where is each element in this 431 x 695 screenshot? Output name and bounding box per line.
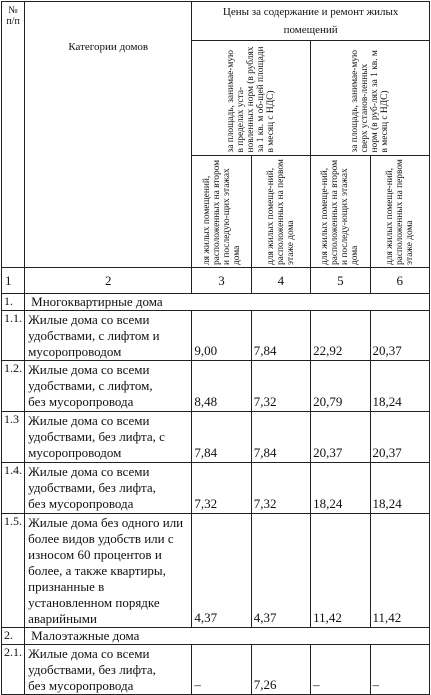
value-cell: 7,32 [251, 361, 310, 412]
row-number: 1.2. [2, 361, 25, 412]
value-cell: 22,92 [311, 311, 370, 361]
row-number: 1.3 [2, 412, 25, 463]
value-cell: 11,42 [370, 514, 429, 628]
header-first-floor-within-cell: для жилых помеще-ний, расположенных на первом этаже дома [251, 156, 310, 268]
table-row [2, 463, 430, 514]
row-category: Жилые дома со всеми удобствами, без лифта, без мусоропровода [25, 463, 192, 514]
header-prices-cell: Цены за содержание и ремонт жилых помещений [192, 2, 430, 41]
table-row [2, 645, 430, 695]
row-category: Жилые дома со всеми удобствами, с лифтом и мусоропроводом [25, 311, 192, 361]
row-number: 1.4. [2, 463, 25, 514]
column-numbers-row [2, 268, 430, 294]
column-number: 6 [370, 268, 429, 294]
value-cell: 11,42 [311, 514, 370, 628]
header-number-cell: № п/п [2, 2, 25, 268]
value-cell: 20,37 [370, 412, 429, 463]
row-number: 1.1. [2, 311, 25, 361]
value-cell: 7,84 [192, 412, 251, 463]
table-row [2, 412, 430, 463]
value-cell: 20,37 [311, 412, 370, 463]
row-category: Жилые дома со всеми удобствами, с лифтом, без мусоропровода [25, 361, 192, 412]
section-title: Многоквартирные дома [25, 294, 430, 311]
row-number: 1. [2, 294, 25, 311]
header-within-norm-cell: за площадь, занимае-мую в пределах уста-новленных норм (в рублях за 1 кв. м об-щей площади в месяц с НДС) [192, 41, 311, 156]
column-number: 1 [2, 268, 25, 294]
value-cell: 7,26 [251, 645, 310, 695]
header-above-norm-cell: за площадь, занимае-мую сверх установ-ленных норм (в руб-лях за 1 кв. м в месяц с НДС) [311, 41, 430, 156]
value-cell: 18,24 [311, 463, 370, 514]
section-row [2, 294, 430, 311]
table-row [2, 311, 430, 361]
value-cell: 4,37 [251, 514, 310, 628]
value-cell: 20,37 [370, 311, 429, 361]
value-cell: 7,32 [192, 463, 251, 514]
column-number: 5 [311, 268, 370, 294]
row-number: 2.1. [2, 645, 25, 695]
value-cell: 18,24 [370, 463, 429, 514]
row-number: 2. [2, 628, 25, 645]
header-upper-floors-within-cell: ля жилых помещений, расположенных на втором и последую-щих этажах дома [192, 156, 251, 268]
value-cell: – [192, 645, 251, 695]
header-category-cell: Категории домов [25, 2, 192, 268]
row-number: 1.5. [2, 514, 25, 628]
header-first-floor-above-cell: для жилых помеще-ний, расположенных на первом этаже дома [370, 156, 429, 268]
value-cell: 7,32 [251, 463, 310, 514]
value-cell: 9,00 [192, 311, 251, 361]
column-number: 2 [25, 268, 192, 294]
table-row [2, 514, 430, 628]
value-cell: 18,24 [370, 361, 429, 412]
row-category: Жилые дома со всеми удобствами, без лифта, без мусоропровода [25, 645, 192, 695]
value-cell: 7,84 [251, 412, 310, 463]
value-cell: – [370, 645, 429, 695]
value-cell: – [311, 645, 370, 695]
table-row [2, 361, 430, 412]
row-category: Жилые дома без одного или более видов удобств или с износом 60 процентов и более, а также квартиры, признанные в установленном порядке аварийными [25, 514, 192, 628]
section-title: Малоэтажные дома [25, 628, 430, 645]
column-number: 4 [251, 268, 310, 294]
value-cell: 7,84 [251, 311, 310, 361]
header-upper-floors-above-cell: для жилых помеще-ний, расположенных на втором и последу-ющих этажах дома [311, 156, 370, 268]
value-cell: 4,37 [192, 514, 251, 628]
row-category: Жилые дома со всеми удобствами, без лифта, с мусоропроводом [25, 412, 192, 463]
tariff-table [1, 1, 430, 695]
column-number: 3 [192, 268, 251, 294]
value-cell: 8,48 [192, 361, 251, 412]
section-row [2, 628, 430, 645]
value-cell: 20,79 [311, 361, 370, 412]
